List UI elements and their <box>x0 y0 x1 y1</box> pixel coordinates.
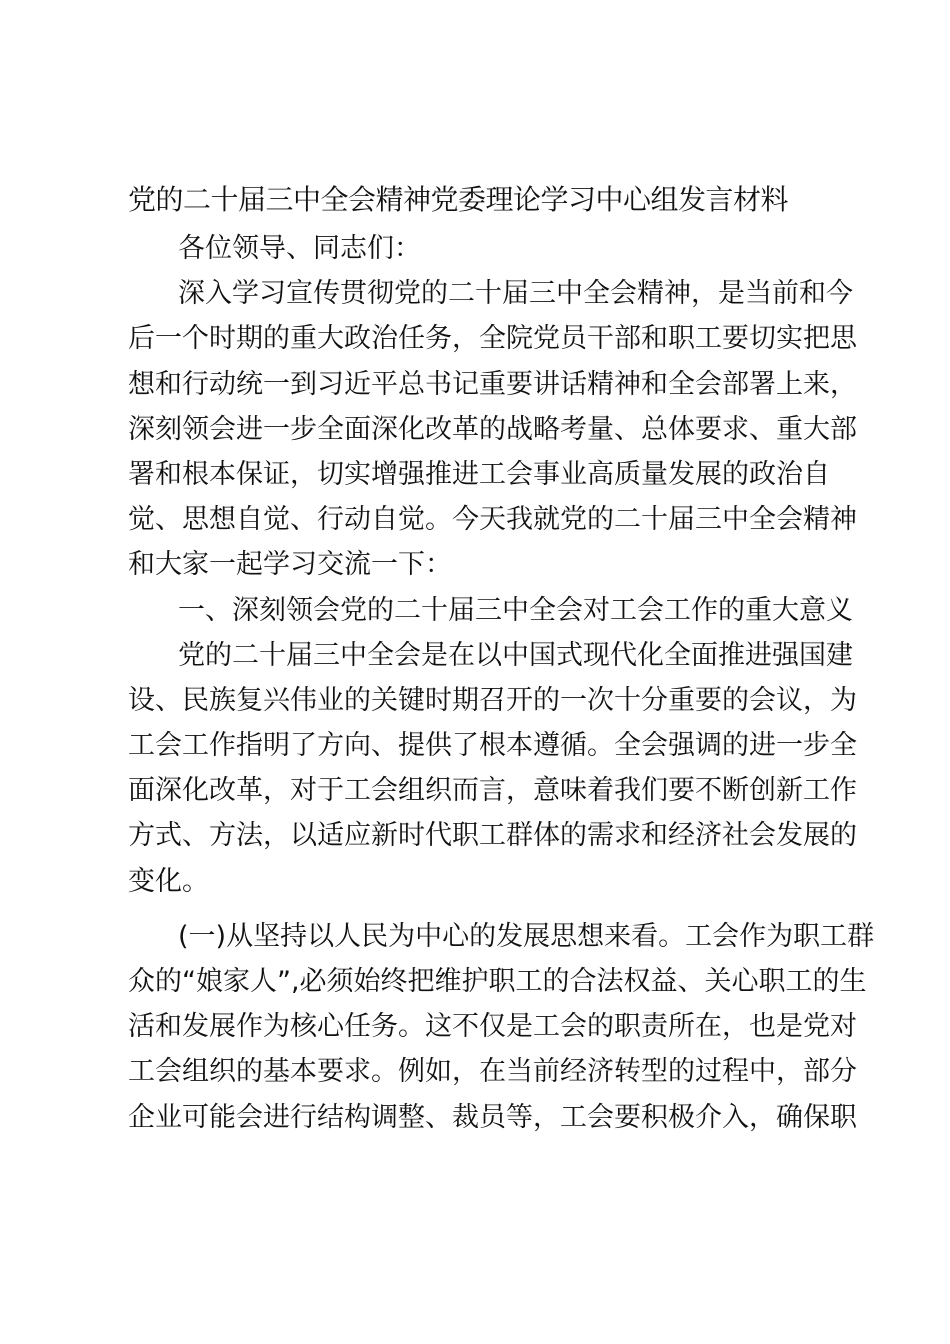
text-line: 想和行动统一到习近平总书记重要讲话精神和全会部署上来， <box>128 368 857 400</box>
document-body <box>128 226 875 1140</box>
text-line: 署和根本保证，切实增强推进工会事业高质量发展的政治自 <box>128 458 830 490</box>
text-line: 深入学习宣传贯彻党的二十届三中全会精神，是当前和今 <box>178 278 853 310</box>
text-line: 众的“娘家人”,必须始终把维护职工的合法权益、关心职工的生 <box>128 966 867 997</box>
text-line: (一)从坚持以人民为中心的发展思想来看。工会作为职工群 <box>178 920 875 952</box>
text-line: 觉、思想自觉、行动自觉。今天我就党的二十届三中全会精神 <box>128 504 857 536</box>
text-line: 工会组织的基本要求。例如，在当前经济转型的过程中，部分 <box>128 1056 857 1088</box>
greeting: 各位领导、同志们： <box>178 233 421 264</box>
section-heading-1: 一、深刻领会党的二十届三中全会对工会工作的重大意义 <box>178 594 853 626</box>
text-line: 企业可能会进行结构调整、裁员等，工会要积极介入，确保职 <box>128 1101 857 1133</box>
text-line: 后一个时期的重大政治任务，全院党员干部和职工要切实把思 <box>128 323 857 355</box>
text-line: 深刻领会进一步全面深化改革的战略考量、总体要求、重大部 <box>128 413 857 445</box>
text-line: 面深化改革，对于工会组织而言，意味着我们要不断创新工作 <box>128 775 857 807</box>
text-line: 活和发展作为核心任务。这不仅是工会的职责所在，也是党对 <box>128 1011 857 1043</box>
text-line: 党的二十届三中全会是在以中国式现代化全面推进强国建 <box>178 639 853 671</box>
paragraph-1 <box>128 271 857 587</box>
paragraph-gap <box>128 904 820 914</box>
text-line: 和大家一起学习交流一下： <box>128 549 452 581</box>
text-line: 变化。 <box>128 865 209 897</box>
text-line: 方式、方法，以适应新时代职工群体的需求和经济社会发展的 <box>128 820 857 852</box>
text-line: 设、民族复兴伟业的关键时期召开的一次十分重要的会议，为 <box>128 684 857 716</box>
paragraph-2 <box>128 633 857 904</box>
document-title: 党的二十届三中全会精神党委理论学习中心组发言材料 <box>128 183 789 216</box>
paragraph-3 <box>128 914 875 1140</box>
text-line: 工会工作指明了方向、提供了根本遵循。全会强调的进一步全 <box>128 730 857 762</box>
